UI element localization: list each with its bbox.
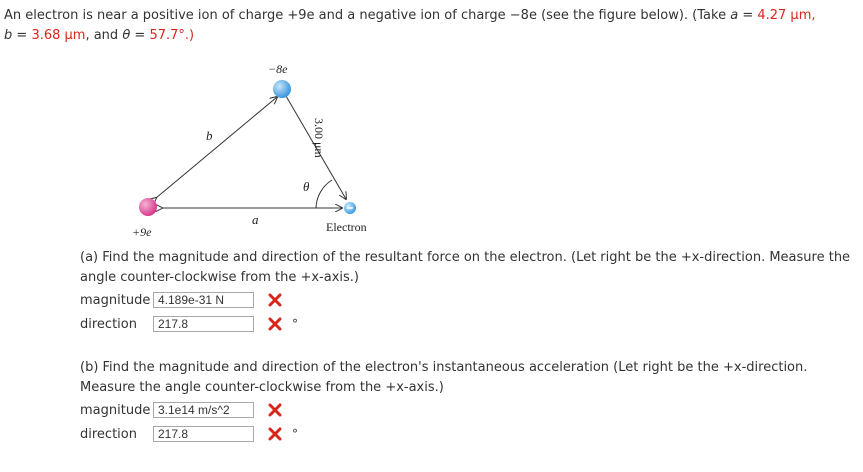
side-a-label: a [252, 212, 259, 227]
negative-ion [273, 80, 291, 98]
part-b-magnitude-row [80, 399, 282, 421]
part-a-magnitude-input[interactable]: 4.189e-31 N [153, 292, 254, 308]
positive-ion [139, 198, 157, 216]
degree-unit: ° [292, 427, 298, 441]
part-b-direction-row [80, 423, 298, 445]
direction-label: direction [80, 426, 137, 442]
a-value: 4.27 μm, [757, 8, 816, 23]
direction-label: direction [80, 316, 137, 332]
incorrect-icon [268, 427, 282, 441]
charge-diagram [120, 58, 380, 238]
problem-intro: An electron is near a positive ion of charge +9e and a negative ion of charge −8e (see the figure below). (Take [4, 8, 731, 23]
part-b-direction-input[interactable]: 217.8 [153, 426, 254, 442]
part-a-direction-input[interactable]: 217.8 [153, 316, 254, 332]
positive-ion-label: +9e [132, 225, 152, 238]
problem-statement [4, 6, 854, 46]
and-text: , and [85, 28, 123, 43]
negative-ion-label: −8e [268, 62, 288, 76]
b-symbol: b [4, 28, 13, 43]
side-right-label: 3.00 μm [312, 118, 326, 158]
equals-sign: = [130, 28, 150, 43]
magnitude-label: magnitude [80, 292, 151, 308]
part-b-question: (b) Find the magnitude and direction of the electron's instantaneous acceleration (Let right be the +x-direction. Measure the angle counter-clockwise from the +x-axis.) [80, 360, 808, 395]
side-b-line [156, 97, 277, 198]
side-b-label: b [206, 128, 213, 143]
b-value: 3.68 μm [31, 28, 86, 43]
angle-label: θ [303, 179, 310, 194]
incorrect-icon [268, 403, 282, 417]
incorrect-icon [268, 317, 282, 331]
part-a-question: (a) Find the magnitude and direction of the resultant force on the electron. (Let right be the +x-direction. Measure the angle counter-clockwise from the +x-axis.) [80, 250, 851, 285]
equals-sign: = [738, 8, 758, 23]
a-symbol: a [730, 8, 739, 23]
magnitude-label: magnitude [80, 402, 151, 418]
theta-value: 57.7°.) [149, 28, 195, 43]
incorrect-icon [268, 293, 282, 307]
part-b-magnitude-input[interactable]: 3.1e14 m/s^2 [153, 402, 254, 418]
electron-label: Electron [326, 220, 367, 234]
degree-unit: ° [292, 317, 298, 331]
part-a-magnitude-row [80, 289, 282, 311]
theta-symbol: θ [122, 28, 131, 43]
angle-arc [316, 180, 332, 208]
equals-sign: = [12, 28, 32, 43]
part-a-direction-row [80, 313, 298, 335]
